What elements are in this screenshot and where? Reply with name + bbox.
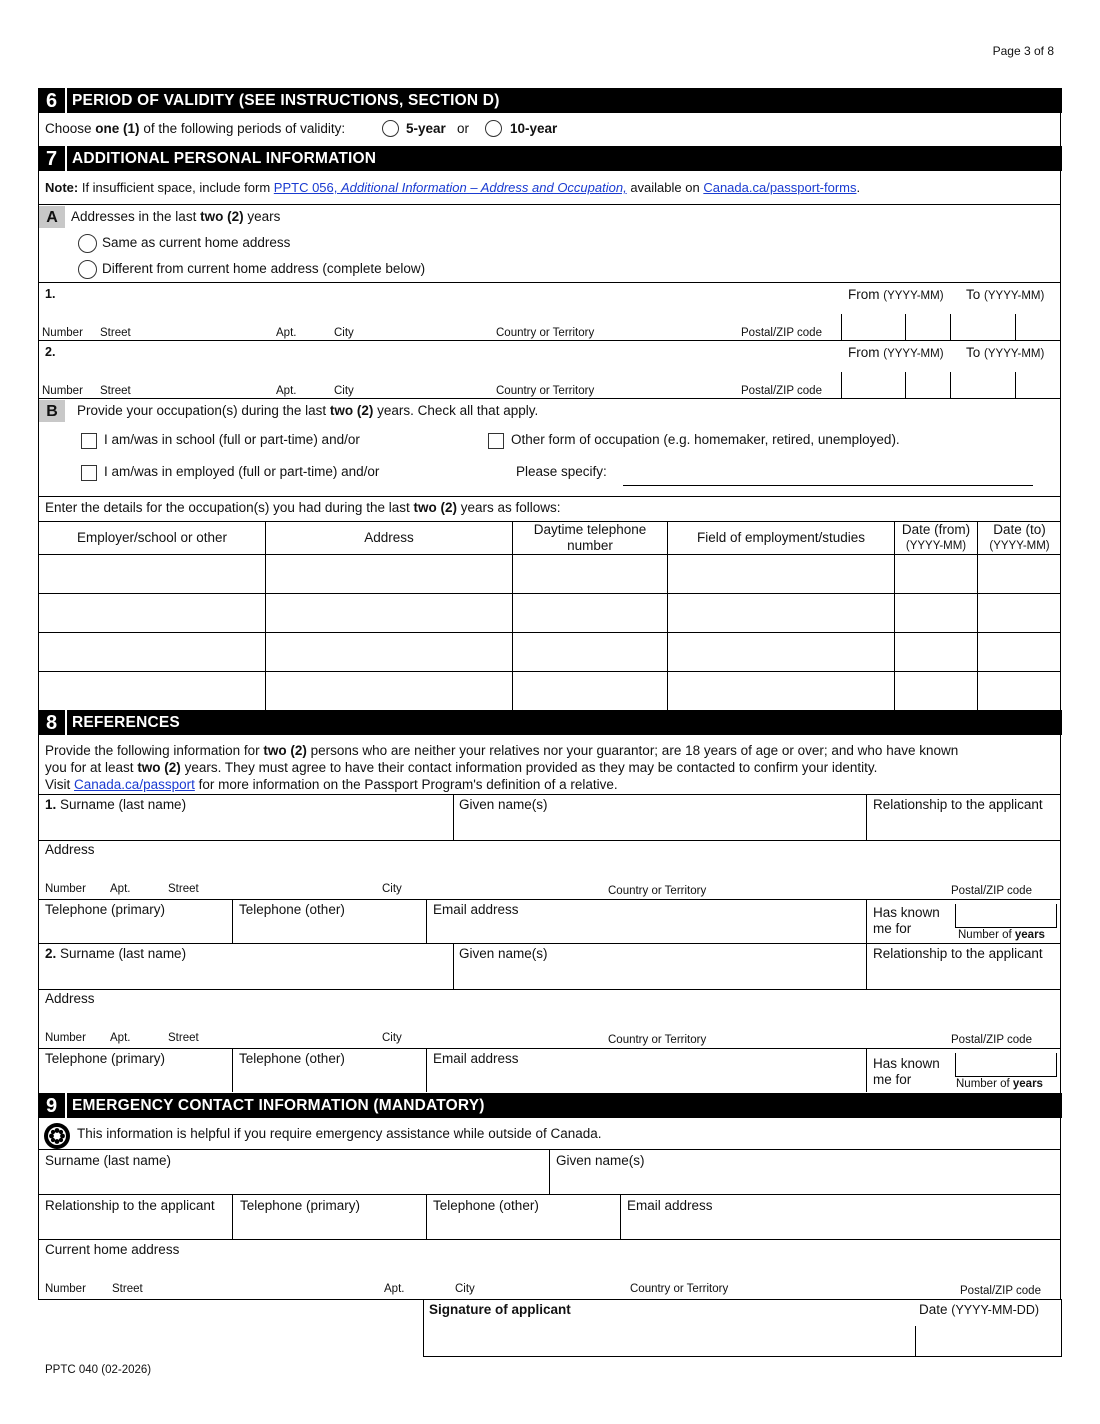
- table-header-date-to: Date (to) (YYYY-MM): [989, 522, 1050, 552]
- address-row-1-label-city: City: [334, 327, 354, 339]
- radio-10-year[interactable]: [485, 120, 502, 137]
- section-8-header: [38, 710, 1062, 735]
- ref-2-years-label: Number of years: [956, 1078, 1043, 1090]
- ref-1-relationship-label: Relationship to the applicant: [873, 797, 1043, 812]
- radio-5-year[interactable]: [382, 120, 399, 137]
- address-row-2-label-number: Number: [42, 385, 83, 397]
- subsection-a-title: Addresses in the last two (2) years: [71, 209, 281, 224]
- ref-2-label-street: Street: [168, 1032, 199, 1044]
- emergency-label-apt: Apt.: [384, 1283, 405, 1295]
- passport-link[interactable]: Canada.ca/passport: [74, 777, 195, 792]
- section-6-number: 6: [38, 88, 67, 113]
- occupation-row-2[interactable]: [39, 594, 1060, 632]
- section-8-title: REFERENCES: [72, 714, 180, 731]
- occupation-row-3[interactable]: [39, 633, 1060, 671]
- address-row-2-label-apt: Apt.: [276, 385, 297, 397]
- ref-1-tel-other-label: Telephone (other): [239, 902, 345, 917]
- ref-1-label-country: Country or Territory: [608, 885, 707, 897]
- emergency-label-number: Number: [45, 1283, 86, 1295]
- ref-2-label-apt: Apt.: [110, 1032, 131, 1044]
- label-10-year: 10-year: [510, 121, 558, 136]
- ref-1-surname-label: 1. Surname (last name): [45, 797, 187, 812]
- label-school: I am/was in school (full or part-time) and/or: [104, 432, 360, 447]
- address-row-2-label-postal: Postal/ZIP code: [741, 385, 822, 397]
- ref-2-email-label: Email address: [433, 1051, 519, 1066]
- ref-1-tel-primary-label: Telephone (primary): [45, 902, 166, 917]
- emergency-email-label: Email address: [627, 1198, 713, 1213]
- table-header-phone: Daytime telephone number: [533, 522, 647, 553]
- occupation-row-1[interactable]: [39, 555, 1060, 593]
- section-9-number: 9: [38, 1093, 67, 1118]
- occupation-details-instruction: Enter the details for the occupation(s) you had during the last two (2) years as follows:: [45, 500, 561, 515]
- section-9-title: EMERGENCY CONTACT INFORMATION (MANDATORY): [72, 1097, 485, 1114]
- checkbox-school[interactable]: [81, 433, 97, 449]
- section-7-note: Note: If insufficient space, include form PPTC 056, Additional Information – Address and Occupation, available on Canada.ca/passport-forms.: [45, 180, 861, 195]
- section-8-number: 8: [38, 710, 67, 735]
- please-specify-line[interactable]: [623, 485, 1033, 486]
- emergency-label-city: City: [455, 1283, 475, 1295]
- ref-1-label-number: Number: [45, 883, 86, 895]
- ref-1-given-label: Given name(s): [459, 797, 548, 812]
- ref-1-has-known-label: Has known me for: [873, 905, 940, 936]
- occupation-row-4[interactable]: [39, 672, 1060, 710]
- passport-forms-link[interactable]: Canada.ca/passport-forms: [703, 180, 857, 195]
- section-7-title: ADDITIONAL PERSONAL INFORMATION: [72, 150, 377, 167]
- ref-1-label-postal: Postal/ZIP code: [951, 885, 1032, 897]
- label-employed: I am/was in employed (full or part-time) and/or: [104, 464, 380, 479]
- section-6-title: PERIOD OF VALIDITY (SEE INSTRUCTIONS, SECTION D): [72, 92, 500, 109]
- address-row-1-label-number: Number: [42, 327, 83, 339]
- ref-2-label-country: Country or Territory: [608, 1034, 707, 1046]
- emergency-label-postal: Postal/ZIP code: [960, 1285, 1041, 1297]
- ref-2-relationship-label: Relationship to the applicant: [873, 946, 1043, 961]
- section-9-header: [38, 1093, 1062, 1118]
- section-6-header: [38, 88, 1062, 113]
- address-row-2-label-country: Country or Territory: [496, 385, 595, 397]
- ref-1-label-city: City: [382, 883, 402, 895]
- address-row-1-label-country: Country or Territory: [496, 327, 595, 339]
- radio-same-address[interactable]: [78, 234, 97, 253]
- emergency-home-address-label: Current home address: [45, 1242, 180, 1257]
- ref-2-label-city: City: [382, 1032, 402, 1044]
- ref-2-surname-label: 2. Surname (last name): [45, 946, 187, 961]
- checkbox-employed[interactable]: [81, 465, 97, 481]
- ref-1-address-label: Address: [45, 842, 95, 857]
- signature-label: Signature of applicant: [429, 1302, 571, 1317]
- emergency-label-country: Country or Territory: [630, 1283, 729, 1295]
- ref-2-address-label: Address: [45, 991, 95, 1006]
- emergency-tel-primary-label: Telephone (primary): [240, 1198, 361, 1213]
- label-same-address: Same as current home address: [102, 235, 291, 250]
- ref-2-has-known-label: Has known me for: [873, 1056, 940, 1087]
- ref-2-tel-other-label: Telephone (other): [239, 1051, 345, 1066]
- label-please-specify: Please specify:: [516, 464, 607, 479]
- radio-different-address[interactable]: [78, 260, 97, 279]
- emergency-info-text: This information is helpful if you require emergency assistance while outside of Canada.: [77, 1126, 602, 1141]
- address-row-2-from: From (YYYY-MM): [848, 345, 944, 360]
- ref-2-given-label: Given name(s): [459, 946, 548, 961]
- section-7-number: 7: [38, 146, 67, 171]
- ref-1-years-label: Number of years: [958, 929, 1045, 941]
- subsection-b-letter: B: [39, 400, 65, 422]
- ref-2-tel-primary-label: Telephone (primary): [45, 1051, 166, 1066]
- references-intro: Provide the following information for two (2) persons who are neither your relatives nor your guarantor; are 18 years of age or over; and who have known you for at least two (2) years. They must agree to have their contact information provided as they may be contacted to confirm your identity. Visit Canada.ca/passport for more information on the Passport Program's definition of a relative.: [45, 743, 959, 792]
- address-row-2-label-street: Street: [100, 385, 131, 397]
- emergency-surname-label: Surname (last name): [45, 1153, 172, 1168]
- label-5-year: 5-year: [406, 121, 446, 136]
- emergency-given-label: Given name(s): [556, 1153, 645, 1168]
- form-code: PPTC 040 (02-2026): [45, 1364, 152, 1376]
- label-other-occupation: Other form of occupation (e.g. homemaker, retired, unemployed).: [511, 432, 900, 447]
- address-row-1-to: To (YYYY-MM): [966, 287, 1045, 302]
- ref-2-label-postal: Postal/ZIP code: [951, 1034, 1032, 1046]
- address-row-1-number: 1.: [45, 287, 56, 301]
- address-row-1-from: From (YYYY-MM): [848, 287, 944, 302]
- ref-1-email-label: Email address: [433, 902, 519, 917]
- subsection-a-letter: A: [39, 206, 65, 228]
- pptc-056-link[interactable]: PPTC 056, Additional Information – Address and Occupation,: [273, 180, 627, 195]
- table-header-employer: Employer/school or other: [76, 530, 228, 545]
- emergency-relationship-label: Relationship to the applicant: [45, 1198, 215, 1213]
- emergency-tel-other-label: Telephone (other): [433, 1198, 539, 1213]
- label-different-address: Different from current home address (complete below): [102, 261, 426, 276]
- ref-1-years-input[interactable]: [955, 904, 1057, 928]
- ref-2-label-number: Number: [45, 1032, 86, 1044]
- address-row-2-to: To (YYYY-MM): [966, 345, 1045, 360]
- label-or: or: [457, 121, 470, 136]
- signature-date-label: Date (YYYY-MM-DD): [919, 1302, 1040, 1317]
- table-header-field: Field of employment/studies: [696, 530, 866, 545]
- page-number: Page 3 of 8: [992, 44, 1054, 58]
- address-row-1-label-street: Street: [100, 327, 131, 339]
- address-row-1-label-apt: Apt.: [276, 327, 297, 339]
- subsection-b-title: Provide your occupation(s) during the last two (2) years. Check all that apply.: [77, 403, 539, 418]
- validity-instruction: Choose one (1) of the following periods of validity:: [45, 121, 346, 136]
- address-row-1-label-postal: Postal/ZIP code: [741, 327, 822, 339]
- ref-1-label-street: Street: [168, 883, 199, 895]
- address-row-2-number: 2.: [45, 345, 56, 359]
- table-header-date-from: Date (from) (YYYY-MM): [901, 522, 971, 552]
- section-7-header: [38, 146, 1062, 171]
- ref-1-label-apt: Apt.: [110, 883, 131, 895]
- address-row-2-label-city: City: [334, 385, 354, 397]
- table-header-address: Address: [364, 530, 414, 545]
- signature-date-divider: [915, 1326, 916, 1356]
- checkbox-other-occupation[interactable]: [488, 433, 504, 449]
- emergency-label-street: Street: [112, 1283, 143, 1295]
- ref-2-years-input[interactable]: [955, 1053, 1057, 1077]
